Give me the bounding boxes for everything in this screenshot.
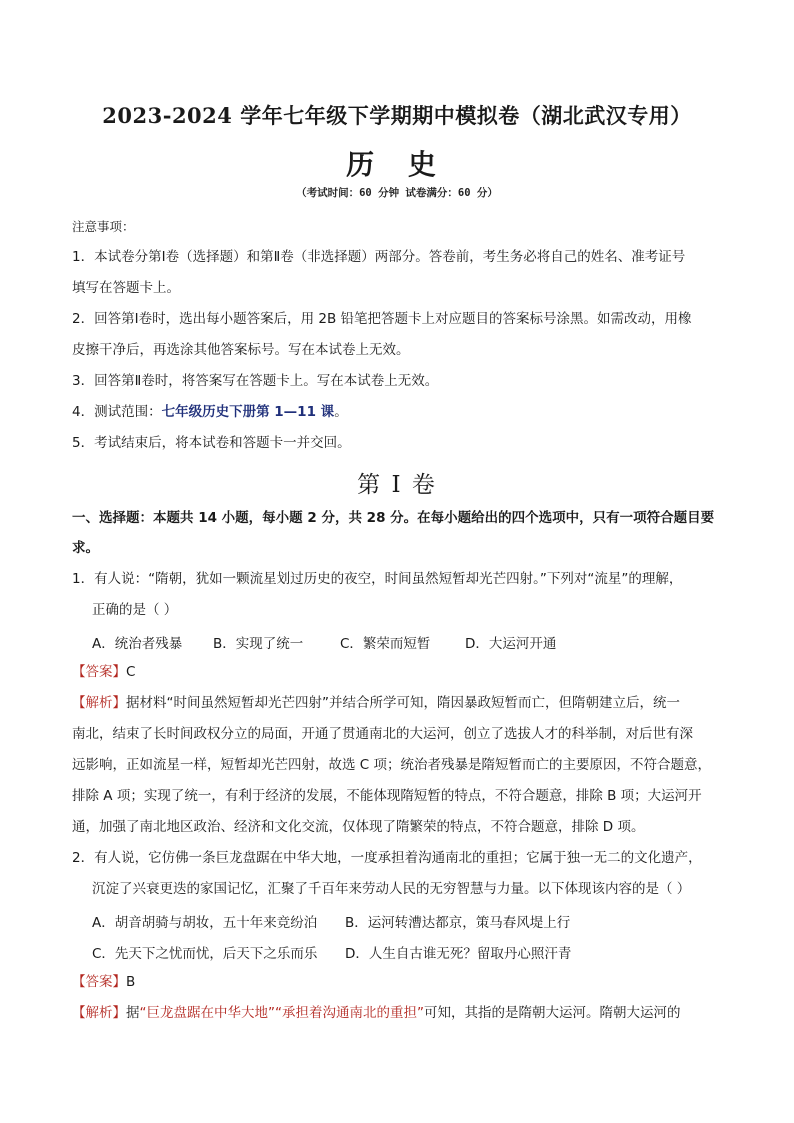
q1-answer bbox=[72, 663, 135, 681]
note-4-suffix: 。 bbox=[334, 404, 348, 420]
q2-analysis-line-1 bbox=[72, 1004, 680, 1022]
note-1-line-1: 1．本试卷分第Ⅰ卷（选择题）和第Ⅱ卷（非选择题）两部分。答卷前，考生务必将自己的姓名、准考证号 bbox=[72, 249, 686, 265]
note-4 bbox=[72, 403, 348, 421]
analysis-label: 【解析】 bbox=[72, 695, 126, 711]
q1-stem-line-2: 正确的是（ ） bbox=[92, 602, 178, 618]
q2-option-b: B．运河转漕达都京，策马春风堤上行 bbox=[345, 915, 571, 931]
q1-analysis-text: 据材料“时间虽然短暂却光芒四射”并结合所学可知，隋因暴政短暂而亡，但隋朝建立后，统一 bbox=[126, 695, 680, 711]
q2-analysis-quote: “巨龙盘踞在中华大地”“承担着沟通南北的重担” bbox=[139, 1005, 424, 1021]
q1-analysis-line-4: 排除 A 项；实现了统一，有利于经济的发展，不能体现隋短暂的特点，不符合题意，排除 B 项；大运河开 bbox=[72, 788, 702, 804]
note-2-line-2: 皮擦干净后，再选涂其他答案标号。写在本试卷上无效。 bbox=[72, 342, 410, 358]
q2-stem-line-1: 2．有人说，它仿佛一条巨龙盘踞在中华大地，一度承担着沟通南北的重担；它属于独一无二的文化遗产， bbox=[72, 850, 702, 866]
q2-option-c: C．先天下之忧而忧，后天下之乐而乐 bbox=[92, 946, 318, 962]
q1-option-b: B．实现了统一 bbox=[213, 636, 304, 652]
q1-stem-line-1: 1．有人说：“隋朝，犹如一颗流星划过历史的夜空，时间虽然短暂却光芒四射。”下列对“流星”的理解， bbox=[72, 571, 683, 587]
q2-option-d: D．人生自古谁无死？留取丹心照汗青 bbox=[345, 946, 572, 962]
note-3: 3．回答第Ⅱ卷时，将答案写在答题卡上。写在本试卷上无效。 bbox=[72, 373, 439, 389]
note-5: 5．考试结束后，将本试卷和答题卡一并交回。 bbox=[72, 435, 351, 451]
q2-answer bbox=[72, 973, 135, 991]
section-title: 第 I 卷 bbox=[357, 472, 437, 498]
q2-option-a: A．胡音胡骑与胡妆，五十年来竞纷泊 bbox=[92, 915, 318, 931]
exam-title: 2023-2024 学年七年级下学期期中模拟卷（湖北武汉专用） bbox=[102, 103, 692, 128]
note-2-line-1: 2．回答第Ⅰ卷时，选出每小题答案后，用 2B 铅笔把答题卡上对应题目的答案标号涂黑。如需改动，用橡 bbox=[72, 311, 692, 327]
analysis-label: 【解析】 bbox=[72, 1005, 126, 1021]
q1-option-d: D．大运河开通 bbox=[465, 636, 557, 652]
q1-option-a: A．统治者残暴 bbox=[92, 636, 183, 652]
q2-answer-value: B bbox=[126, 974, 136, 990]
subject-title: 历 史 bbox=[346, 148, 448, 181]
q1-analysis-line-5: 通，加强了南北地区政治、经济和文化交流，仅体现了隋繁荣的特点，不符合题意，排除 D 项。 bbox=[72, 819, 645, 835]
test-range: 七年级历史下册第 1—11 课 bbox=[161, 404, 335, 420]
notes-heading: 注意事项： bbox=[72, 219, 135, 234]
q2-analysis-prefix: 据 bbox=[126, 1005, 140, 1021]
q1-answer-value: C bbox=[126, 664, 136, 680]
q1-analysis-line-3: 远影响，正如流星一样，短暂却光芒四射，故选 C 项；统治者残暴是隋短暂而亡的主要原因，不符合题意， bbox=[72, 757, 712, 773]
q1-analysis-line-1 bbox=[72, 694, 680, 712]
note-1-line-2: 填写在答题卡上。 bbox=[72, 280, 180, 296]
answer-label: 【答案】 bbox=[72, 974, 126, 990]
exam-info: （考试时间：60 分钟 试卷满分：60 分） bbox=[296, 187, 498, 199]
section-intro-line-2: 求。 bbox=[72, 540, 99, 556]
q2-analysis-suffix: 可知，其指的是隋朝大运河。隋朝大运河的 bbox=[423, 1005, 681, 1021]
note-4-prefix: 4．测试范围： bbox=[72, 404, 162, 420]
q2-stem-line-2: 沉淀了兴衰更迭的家国记忆，汇聚了千百年来劳动人民的无穷智慧与力量。以下体现该内容的是（ ） bbox=[92, 881, 691, 897]
section-intro-line-1: 一、选择题：本题共 14 小题，每小题 2 分，共 28 分。在每小题给出的四个选项中，只有一项符合题目要 bbox=[72, 510, 715, 526]
q1-option-c: C．繁荣而短暂 bbox=[340, 636, 431, 652]
q1-analysis-line-2: 南北，结束了长时间政权分立的局面，开通了贯通南北的大运河，创立了选拔人才的科举制，对后世有深 bbox=[72, 726, 693, 742]
answer-label: 【答案】 bbox=[72, 664, 126, 680]
